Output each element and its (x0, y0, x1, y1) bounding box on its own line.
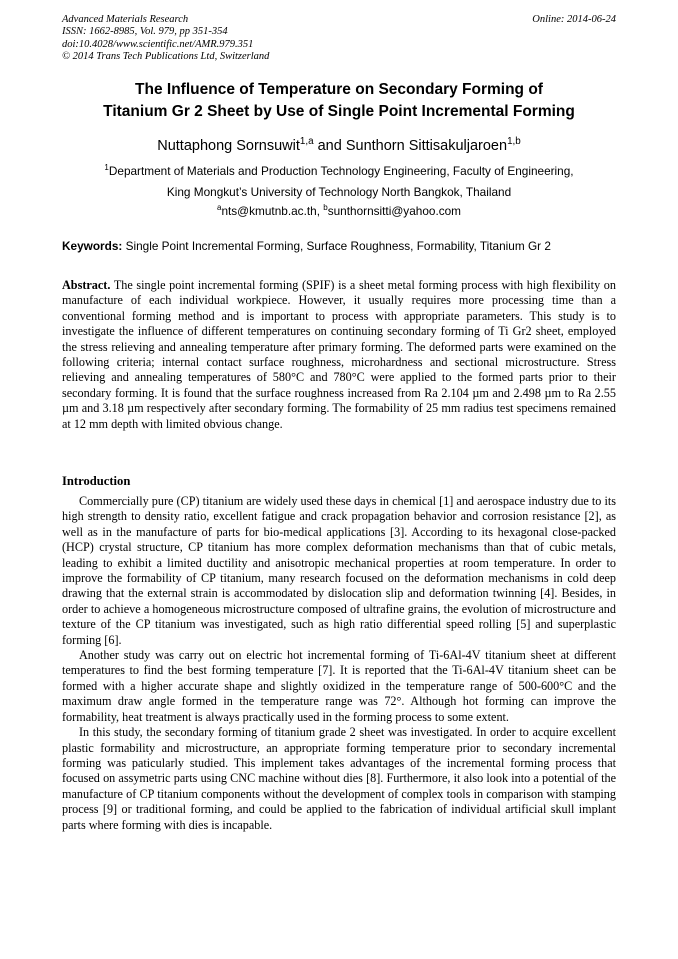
abstract (62, 278, 616, 432)
intro-paragraph-2: Another study was carry out on electric hot incremental forming of Ti-6Al-4V titanium sheet at different temperatures to find the best forming temperature [7]. It is reported that the Ti-6Al-4V titanium sheet can be formed with a higher accurate shape and slightly oxidized in the temperature range of 500-600°C and the maximum draw angle formed in the temperature range was 72°. Although hot forming can improve the formability, heat treatment is always practically used in the forming process to some extent. (62, 648, 616, 724)
author-1: Nuttaphong Sornsuwit (157, 138, 300, 154)
author-1-affil: 1,a (299, 136, 314, 148)
email-a[interactable]: nts@kmutnb.ac.th, (221, 204, 324, 218)
intro-paragraph-1: Commercially pure (CP) titanium are widely used these days in chemical [1] and aerospace industry due to its high strength to density ratio, excellent fatigue and crack propagation behavior and corrosion resistance [2], as well as in the manufacture of parts for bio-medical applications [3]. According to its hexagonal close-packed (HCP) crystal structure, CP titanium has more complex deformation mechanisms than that of cubic metals, leading to exhibit a limited ductility and anisotropic mechanical properties at room temperature. In order to improve the formability of CP titanium, many research focused on the deformation mechanisms in cold deep drawing that the external strain is accommodated by dislocation slip and deformation twinning [4]. Besides, in order to achieve a homogeneous microstructure composed of ultrafine grains, the evolution of microstructure and texture of the CP titanium was investigated, such as high ratio differential speed rolling [5] and superplastic forming [6]. (62, 494, 616, 647)
author-2: Sunthorn Sittisakuljaroen (345, 138, 508, 154)
copyright-line: © 2014 Trans Tech Publications Ltd, Switzerland (62, 50, 270, 62)
doi-line[interactable]: doi:10.4028/www.scientific.net/AMR.979.351 (62, 38, 254, 50)
title-line-1: The Influence of Temperature on Secondary Forming of (135, 81, 543, 98)
affiliation-marker: 1 (104, 163, 109, 173)
abstract-text: The single point incremental forming (SPIF) is a sheet metal forming process with high flexibility on manufacture of each individual workpiece. However, it usually requires more processing time than a conventional forming method and is important to process with appropriate parameters. This study is to investigate the influence of different temperatures on continuing secondary forming of Ti Gr2 sheet, employed the stress relieving and annealing temperature after primary forming. The deformed parts were examined on the following criteria; internal contact surface roughness, microhardness and sectional microstructure. Stress relieving and annealing temperatures of 580°C and 780°C were applied to the formed parts prior to their secondary forming. It is found that the surface roughness increased from Ra 2.104 µm and 2.498 µm to Ra 2.55 µm and 3.18 µm respectively after secondary forming. The formability of 25 mm radius test specimens remained at 12 mm depth with limited obvious change. (62, 278, 616, 431)
email-a-marker: a (216, 203, 222, 213)
online-date: Online: 2014-06-24 (532, 14, 616, 25)
keywords (62, 239, 616, 253)
author-conjunction: and (313, 138, 346, 154)
email-b-marker: b (323, 203, 328, 213)
affiliation-line-1: Department of Materials and Production Technology Engineering, Faculty of Engineering, (108, 164, 574, 178)
intro-paragraph-3: In this study, the secondary forming of titanium grade 2 sheet was investigated. In order to acquire excellent plastic formability and microstructure, an appropriate forming temperature prior to secondary incremental forming was paticularly studied. This implement takes advantages of the incremental forming process that focused on assymetric parts using CNC machine without dies [8]. Furthermore, it also look into a potential of the manufacture of CP titanium components without the development of complex tools in comparison with stamping process [9] or traditional forming, and could be applied to the fabrication of individual artificial skull implant parts where forming with dies is incapable. (62, 725, 616, 832)
introduction-heading: Introduction (62, 474, 131, 488)
issn-line: ISSN: 1662-8985, Vol. 979, pp 351-354 (62, 26, 228, 38)
title-line-2: Titanium Gr 2 Sheet by Use of Single Point Incremental Forming (103, 103, 575, 120)
keywords-text: Single Point Incremental Forming, Surface Roughness, Formability, Titanium Gr 2 (122, 239, 551, 253)
email-b[interactable]: sunthornsitti@yahoo.com (327, 204, 462, 218)
paper-title (62, 79, 616, 123)
journal-name: Advanced Materials Research (62, 14, 189, 25)
introduction-body (62, 494, 616, 833)
publication-header (62, 14, 616, 63)
affiliation-line-2: King Mongkut’s University of Technology North Bangkok, Thailand (166, 185, 512, 199)
affiliation (62, 161, 616, 203)
author-list (62, 138, 616, 154)
author-emails (62, 204, 616, 218)
keywords-label: Keywords: (62, 239, 123, 253)
author-2-affil: 1,b (507, 136, 521, 148)
abstract-label: Abstract. (62, 278, 111, 292)
